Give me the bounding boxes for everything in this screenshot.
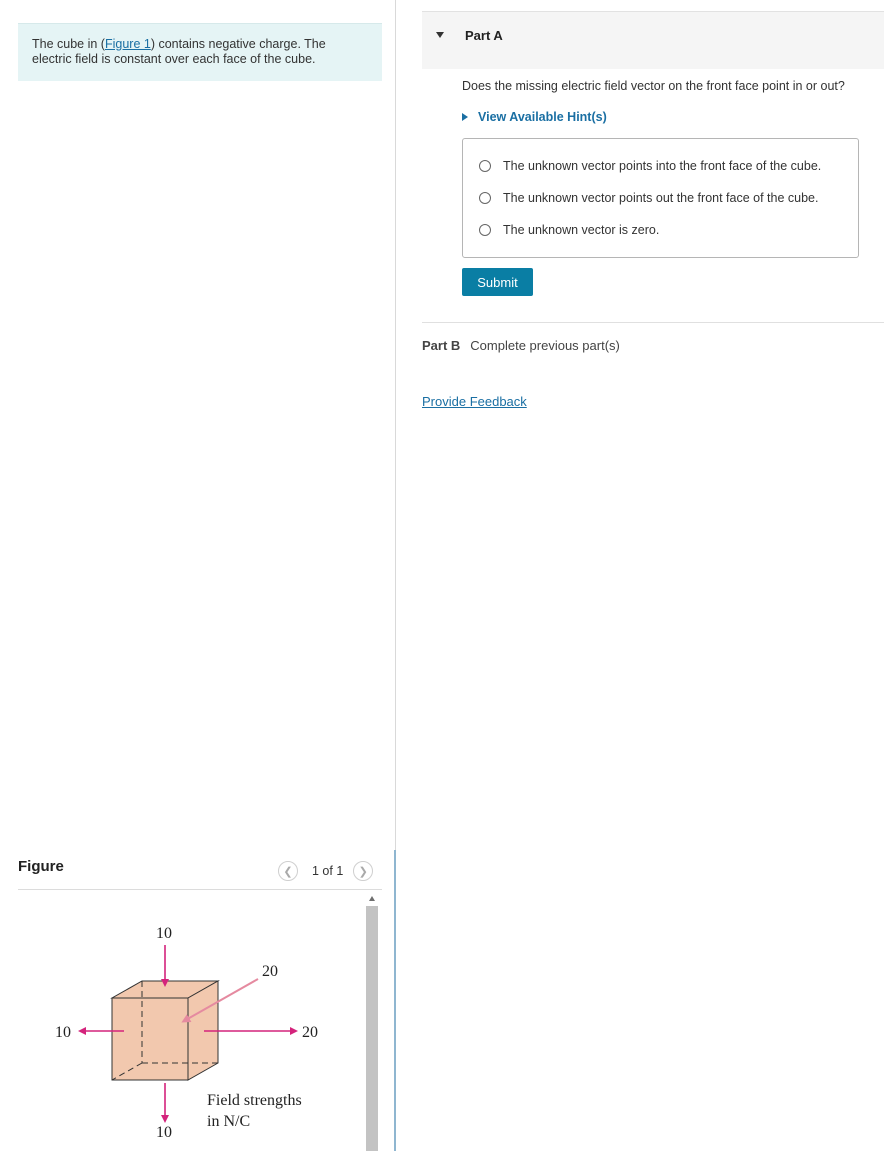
provide-feedback-link[interactable]: Provide Feedback bbox=[422, 394, 527, 409]
figure-pager bbox=[278, 860, 373, 882]
option-label: The unknown vector is zero. bbox=[503, 223, 660, 237]
figure-link[interactable]: Figure 1 bbox=[104, 37, 151, 51]
figure-divider bbox=[18, 889, 382, 890]
part-a-header[interactable] bbox=[422, 11, 884, 69]
left-field-label: 10 bbox=[55, 1024, 71, 1041]
caption-line-2: in N/C bbox=[207, 1113, 251, 1130]
radio-button[interactable] bbox=[479, 192, 491, 204]
option-label: The unknown vector points out the front face of the cube. bbox=[503, 191, 819, 205]
chevron-right-icon: ❯ bbox=[358, 865, 368, 878]
answer-option[interactable] bbox=[479, 159, 821, 173]
panel-edge bbox=[394, 850, 396, 1151]
answer-option[interactable] bbox=[479, 191, 818, 205]
caret-down-icon bbox=[436, 32, 444, 38]
back-field-label: 20 bbox=[262, 963, 278, 980]
intro-text-after: ) contains negative charge. The electric field is constant over each face of the cube. bbox=[32, 37, 326, 66]
answer-options bbox=[462, 138, 859, 258]
submit-button[interactable]: Submit bbox=[462, 268, 533, 296]
caret-right-icon bbox=[462, 113, 468, 121]
hint-label: View Available Hint(s) bbox=[478, 110, 607, 124]
figure-scrollbar[interactable] bbox=[366, 892, 378, 1151]
cube-figure bbox=[40, 915, 340, 1151]
chevron-left-icon: ❮ bbox=[283, 865, 293, 878]
question-text: Does the missing electric field vector on the front face point in or out? bbox=[462, 79, 845, 93]
radio-button[interactable] bbox=[479, 224, 491, 236]
part-a-title: Part A bbox=[465, 28, 503, 43]
scroll-up-icon[interactable] bbox=[369, 896, 375, 901]
next-figure-button[interactable] bbox=[353, 861, 373, 881]
figure-page-count: 1 of 1 bbox=[312, 864, 344, 878]
part-b-row bbox=[422, 338, 620, 353]
part-b-title: Part B bbox=[422, 338, 461, 353]
view-hints-toggle[interactable] bbox=[462, 110, 607, 124]
part-b-status: Complete previous part(s) bbox=[470, 338, 620, 353]
figure-title: Figure bbox=[18, 858, 64, 875]
radio-button[interactable] bbox=[479, 160, 491, 172]
intro-text-before: The cube in ( bbox=[32, 37, 105, 51]
problem-intro bbox=[18, 23, 382, 81]
option-label: The unknown vector points into the front face of the cube. bbox=[503, 159, 822, 173]
part-divider bbox=[422, 322, 884, 323]
prev-figure-button[interactable] bbox=[278, 861, 298, 881]
bottom-field-label: 10 bbox=[156, 1124, 172, 1141]
right-field-label: 20 bbox=[302, 1024, 318, 1041]
scrollbar-thumb[interactable] bbox=[366, 906, 378, 1151]
answer-option[interactable] bbox=[479, 223, 659, 237]
cube-front-face bbox=[112, 998, 188, 1080]
caption-line-1: Field strengths bbox=[207, 1092, 302, 1109]
cube bbox=[112, 981, 218, 1080]
top-field-label: 10 bbox=[156, 925, 172, 942]
